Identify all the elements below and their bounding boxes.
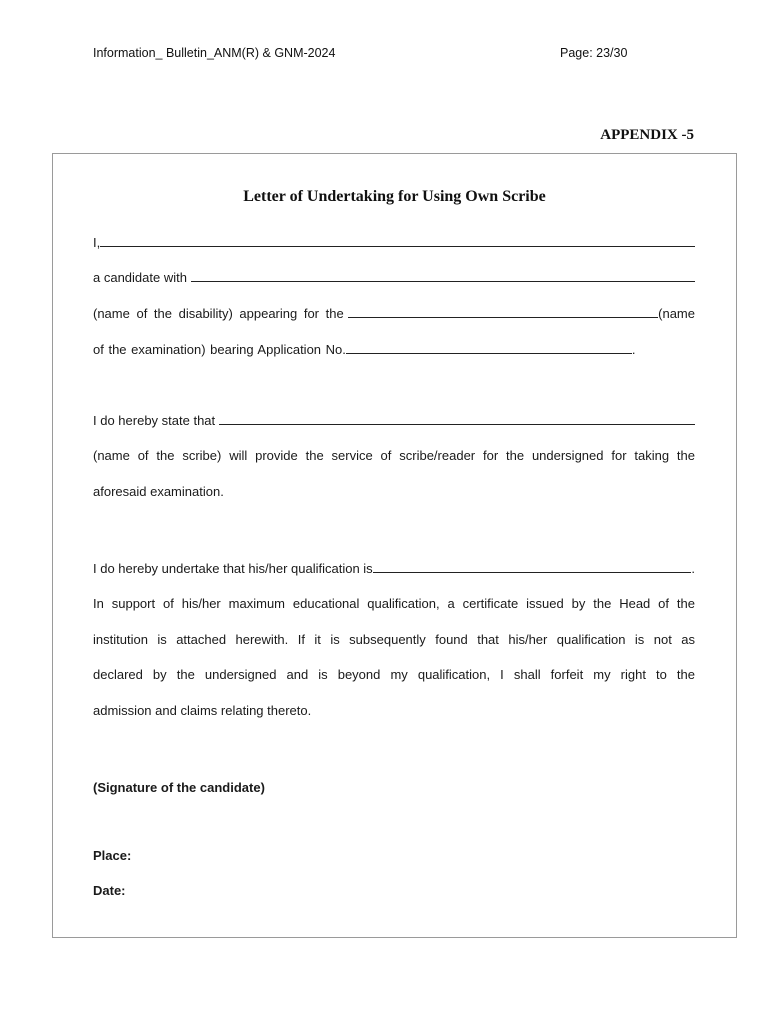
- institution-text: institution is attached herewith. If it is subsequently found that his/her qualification is not as: [93, 632, 695, 647]
- page-number: Page: 23/30: [560, 46, 628, 60]
- disability-line: [93, 270, 695, 286]
- examination-blank[interactable]: [348, 317, 658, 318]
- application-period: .: [631, 342, 636, 357]
- disability-label-text: (name of the disability) appearing for the: [93, 306, 344, 321]
- state-that-text: I do hereby state that: [93, 413, 216, 428]
- name-line: [93, 235, 695, 251]
- appendix-label: APPENDIX -5: [600, 127, 694, 143]
- application-line: [93, 342, 695, 358]
- support-text: In support of his/her maximum educational qualification, a certificate issued by the Head of the: [93, 596, 695, 611]
- name-suffix-text: (name: [658, 306, 695, 321]
- application-number-blank[interactable]: [346, 353, 632, 354]
- form-title: Letter of Undertaking for Using Own Scribe: [243, 188, 546, 205]
- disability-blank[interactable]: [191, 281, 695, 282]
- place-label: Place:: [93, 848, 132, 863]
- undertake-text: I do hereby undertake that his/her qualification is: [93, 561, 373, 576]
- examination-line: [93, 306, 695, 322]
- signature-label: (Signature of the candidate): [93, 780, 265, 795]
- running-header-title: Information_ Bulletin_ANM(R) & GNM-2024: [93, 46, 336, 60]
- scribe-line: [93, 413, 695, 429]
- scribe-name-blank[interactable]: [219, 424, 695, 425]
- scribe-service-text: (name of the scribe) will provide the service of scribe/reader for the undersigned for taking the: [93, 448, 695, 463]
- declared-text: declared by the undersigned and is beyond my qualification, I shall forfeit my right to the: [93, 667, 695, 682]
- date-label: Date:: [93, 883, 126, 898]
- qualification-line: [93, 561, 695, 577]
- qualification-blank[interactable]: [373, 572, 692, 573]
- name-blank[interactable]: [100, 246, 695, 247]
- name-prefix: I,: [93, 235, 101, 250]
- aforesaid-text: aforesaid examination.: [93, 484, 224, 499]
- candidate-with-text: a candidate with: [93, 270, 187, 285]
- application-text: of the examination) bearing Application No.: [93, 342, 346, 357]
- qualification-period: .: [691, 561, 695, 576]
- admission-text: admission and claims relating thereto.: [93, 703, 312, 718]
